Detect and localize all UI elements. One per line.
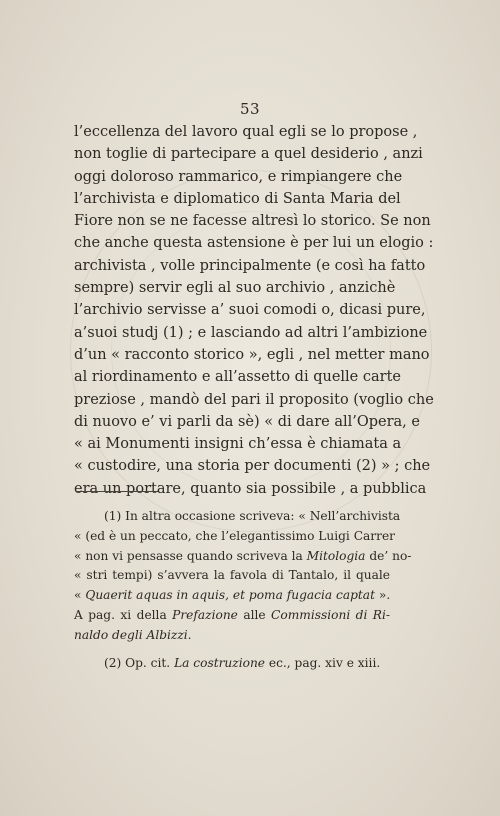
body-text-line: oggi doloroso rammarico, e rimpiangere che — [74, 168, 403, 185]
body-text-line: preziose , mandò del pari il proposito (voglio che — [74, 391, 434, 408]
footnote-1-text: de’ no- — [365, 548, 412, 563]
footnote-1-line: « (ed è un peccato, che l’elegantissimo Luigi Carrer — [74, 528, 395, 543]
footnote-1-title-italic: Prefazione — [172, 607, 238, 622]
footnote-1-text: alle — [237, 607, 272, 622]
footnote-gap — [74, 646, 390, 654]
footnote-1-line: « stri tempi) s’avvera la favola di Tantalo, il quale — [74, 568, 390, 583]
footnote-1-line — [74, 606, 390, 626]
footnote-1-title-italic: Commissioni di Ri- — [271, 607, 390, 622]
footnote-1-text: ». — [374, 588, 391, 603]
footnote-1-text: . — [187, 627, 192, 642]
footnote-2-line — [74, 654, 390, 674]
footnote-1-line: (1) In altra occasione scriveva: « Nell’archivista — [104, 509, 401, 523]
footnote-1-line — [74, 626, 390, 646]
body-text-line: l’archivista e diplomatico di Santa Maria del — [74, 190, 401, 207]
footnote-1-latin-quote: Quaerit aquas in aquis, et poma fugacia captat — [85, 588, 375, 603]
footnote-1-text: « — [74, 588, 86, 603]
footnote-1-title-italic: naldo degli Albizzi — [74, 627, 188, 642]
footnote-1-line — [74, 547, 412, 567]
body-text-line: Fiore non se ne facesse altresì lo storico. Se non — [74, 213, 431, 230]
body-text-line: non toglie di partecipare a quel desiderio , anzi — [74, 146, 423, 163]
body-text-line: l’eccellenza del lavoro qual egli se lo propose , — [74, 124, 418, 140]
page-number: 53 — [239, 100, 261, 118]
body-text — [74, 121, 434, 500]
body-text-line: era un portare, quanto sia possibile , a pubblica — [74, 480, 427, 497]
body-text-line: di nuovo e’ vi parli da sè) « di dare all’Opera, e — [74, 413, 420, 430]
body-text-line: « custodire, una storia per documenti (2) » ; che — [74, 458, 431, 475]
footnote-separator — [76, 491, 158, 492]
body-text-line: l’archivio servisse a’ suoi comodi o, dicasi pure, — [74, 302, 426, 319]
body-text-line: archivista , volle principalmente (e così ha fatto — [74, 257, 426, 274]
body-text-line: sempre) servir egli al suo archivio , anzichè — [74, 280, 396, 297]
footnote-2-title-italic: La costruzione — [174, 655, 266, 670]
footnote-1-text: A pag. xi della — [74, 607, 173, 622]
body-text-line: d’un « racconto storico », egli , nel metter mano — [74, 346, 430, 363]
footnote-2-text: (2) Op. cit. — [104, 655, 175, 670]
body-text-line: « ai Monumenti insigni ch’essa è chiamata a — [74, 436, 402, 453]
footnote-1-line — [74, 586, 390, 606]
footnotes — [74, 507, 412, 673]
body-text-line: a’suoi studj (1) ; e lasciando ad altri l’ambizione — [74, 324, 428, 341]
body-text-line: al riordinamento e all’assetto di quelle carte — [74, 369, 401, 386]
body-text-line: che anche questa astensione è per lui un elogio : — [74, 235, 434, 252]
footnote-1-text: « non vi pensasse quando scriveva la — [74, 548, 307, 563]
footnote-2-text: ec., pag. xiv e xiii. — [265, 655, 381, 670]
footnote-1-title-italic: Mitologia — [306, 548, 366, 563]
